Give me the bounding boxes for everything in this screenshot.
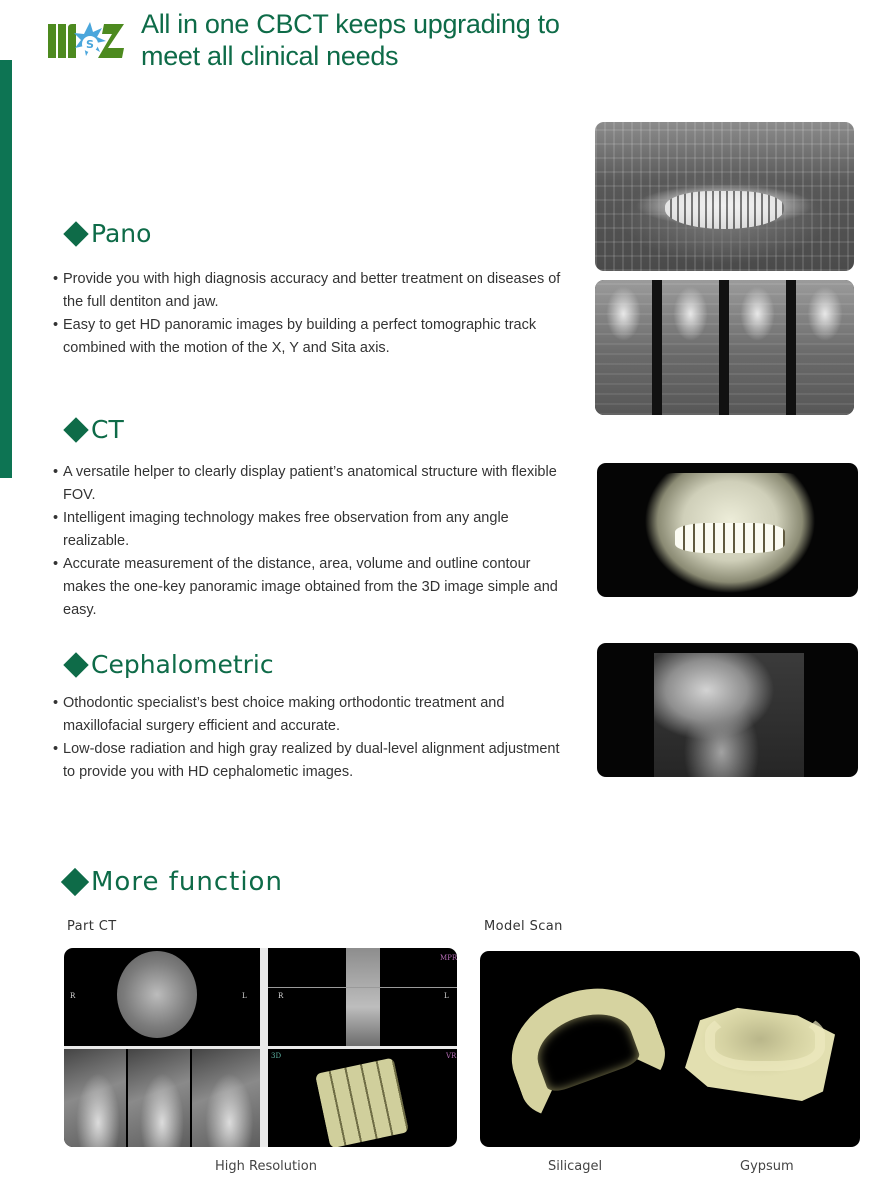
teeth-region <box>665 191 784 230</box>
xray-panel <box>729 280 786 415</box>
silicagel-model-render <box>495 969 675 1128</box>
list-item: • Provide you with high diagnosis accuracy and better treatment on diseases of the full dentiton and jaw. <box>53 268 568 314</box>
viewer-divider <box>64 1046 457 1049</box>
sagittal-slice <box>128 1049 190 1147</box>
skull-teeth <box>675 523 785 553</box>
gypsum-caption: Gypsum <box>740 1159 794 1174</box>
brand-logo-icon <box>46 18 126 60</box>
part-ct-viewer-image <box>64 948 457 1147</box>
panoramic-xray-image <box>595 122 854 271</box>
title-line-2: meet all clinical needs <box>141 41 399 71</box>
3d-teeth-render <box>315 1058 409 1147</box>
list-item: • A versatile helper to clearly display patient’s anatomical structure with flexible FOV. <box>53 461 568 507</box>
model-scan-image <box>480 951 860 1147</box>
section-heading-pano <box>64 219 151 249</box>
cephalometric-xray-image <box>597 643 858 777</box>
diamond-bullet-icon <box>63 417 88 442</box>
title-line-1: All in one CBCT keeps upgrading to <box>141 9 560 39</box>
model-scan-label: Model Scan <box>484 919 563 934</box>
heading-label: More function <box>91 867 283 897</box>
heading-label: Cephalometric <box>91 650 274 679</box>
tmj-xray-image <box>595 280 854 415</box>
list-item: • Accurate measurement of the distance, area, volume and outline contour makes the one-key panoramic image obtained from the 3D image simple and easy. <box>53 553 568 622</box>
overlay-label: MPR <box>440 954 457 962</box>
list-item: • Intelligent imaging technology makes free observation from any angle realizable. <box>53 507 568 553</box>
gypsum-teeth <box>705 1011 825 1071</box>
ct-bullet-list <box>53 461 568 622</box>
section-heading-ct <box>64 415 124 445</box>
overlay-label: L <box>242 992 247 1000</box>
xray-panel <box>796 280 854 415</box>
part-ct-label: Part CT <box>67 919 117 934</box>
side-accent-bar <box>0 60 12 478</box>
section-heading-more-function <box>62 867 283 897</box>
part-ct-caption: High Resolution <box>215 1159 317 1174</box>
section-heading-cephalometric <box>64 650 274 680</box>
xray-panel <box>595 280 652 415</box>
silicagel-caption: Silicagel <box>548 1159 603 1174</box>
diamond-bullet-icon <box>63 221 88 246</box>
list-item: • Low-dose radiation and high gray realized by dual-level alignment adjustment to provide you with HD cephalometic images. <box>53 738 568 784</box>
svg-text:S: S <box>86 38 94 51</box>
axial-view-circle <box>117 951 197 1038</box>
diamond-bullet-icon <box>63 652 88 677</box>
list-item: • Othodontic specialist’s best choice making orthodontic treatment and maxillofacial surgery efficient and accurate. <box>53 692 568 738</box>
sagittal-slice <box>64 1049 126 1147</box>
overlay-label: R <box>70 992 76 1000</box>
ceph-bullet-list <box>53 692 568 784</box>
heading-label: Pano <box>91 219 152 248</box>
page-title <box>141 8 560 72</box>
list-item: • Easy to get HD panoramic images by building a perfect tomographic track combined with the motion of the X, Y and Sita axis. <box>53 314 568 360</box>
overlay-label: R <box>278 992 284 1000</box>
sagittal-slice <box>192 1049 260 1147</box>
overlay-label: L <box>444 992 449 1000</box>
heading-label: CT <box>91 415 124 444</box>
3d-skull-image <box>597 463 858 597</box>
coronal-slice <box>346 948 380 1046</box>
diamond-bullet-icon <box>61 868 89 896</box>
xray-panel <box>662 280 719 415</box>
pano-bullet-list <box>53 268 568 360</box>
overlay-label: VR <box>446 1052 457 1060</box>
overlay-label: 3D <box>271 1052 282 1060</box>
ceph-skull-profile <box>654 653 804 777</box>
crosshair-line <box>268 987 457 988</box>
